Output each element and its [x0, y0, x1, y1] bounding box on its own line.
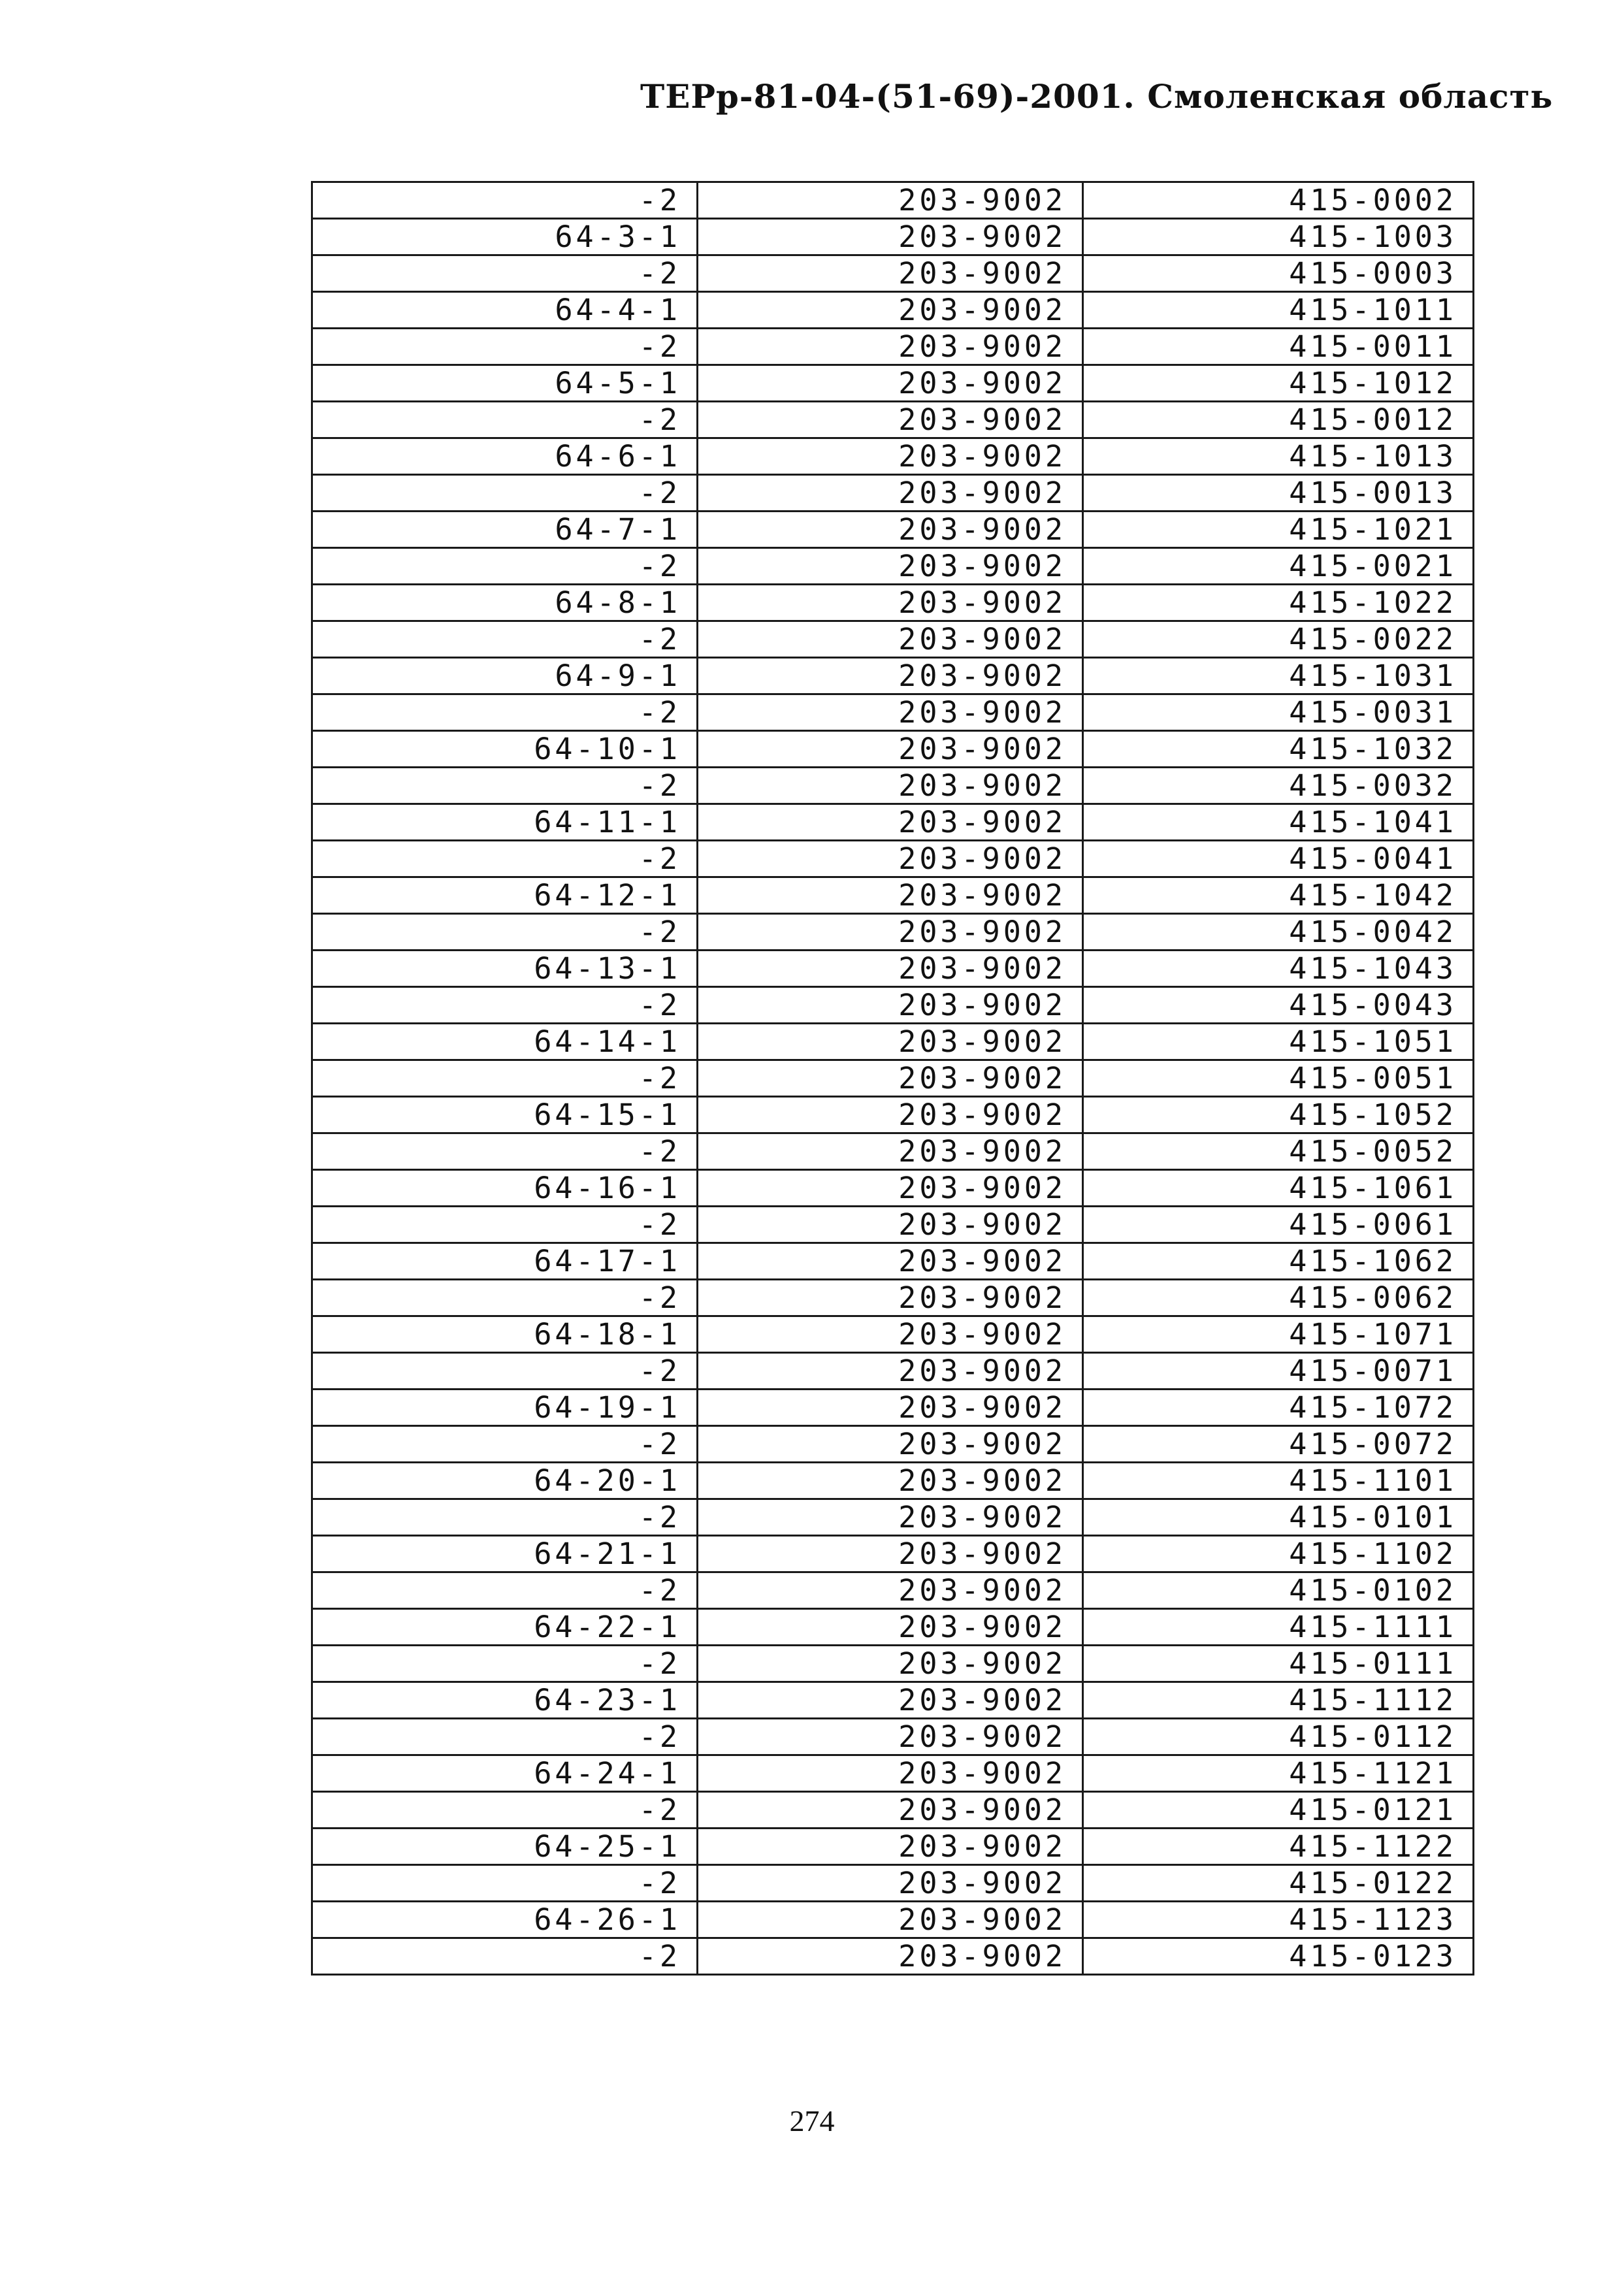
table-row — [312, 621, 1474, 658]
code-cell-resource: 203-9002 — [698, 1243, 1083, 1280]
table-row — [312, 1865, 1474, 1902]
code-cell-resource: 203-9002 — [698, 475, 1083, 512]
code-cell-resource: 203-9002 — [698, 182, 1083, 219]
code-cell-result: 415-1043 — [1083, 951, 1474, 987]
code-cell-result: 415-1061 — [1083, 1170, 1474, 1207]
code-cell-resource: 203-9002 — [698, 877, 1083, 914]
code-cell-result: 415-1013 — [1083, 438, 1474, 475]
code-cell-resource: 203-9002 — [698, 1060, 1083, 1097]
code-cell-item: -2 — [312, 841, 698, 877]
code-cell-item: 64-11-1 — [312, 804, 698, 841]
code-cell-result: 415-1032 — [1083, 731, 1474, 768]
code-cell-item: -2 — [312, 1938, 698, 1975]
code-cell-result: 415-0032 — [1083, 768, 1474, 804]
code-cell-item: 64-19-1 — [312, 1390, 698, 1426]
code-cell-item: -2 — [312, 548, 698, 585]
code-table — [311, 181, 1474, 1976]
code-cell-resource: 203-9002 — [698, 731, 1083, 768]
code-cell-resource: 203-9002 — [698, 1646, 1083, 1682]
code-cell-result: 415-0121 — [1083, 1792, 1474, 1829]
code-cell-resource: 203-9002 — [698, 1682, 1083, 1719]
code-cell-result: 415-0072 — [1083, 1426, 1474, 1463]
code-cell-resource: 203-9002 — [698, 1316, 1083, 1353]
code-cell-resource: 203-9002 — [698, 1133, 1083, 1170]
code-cell-result: 415-1051 — [1083, 1024, 1474, 1060]
code-cell-item: -2 — [312, 402, 698, 438]
table-row — [312, 841, 1474, 877]
table-row — [312, 1243, 1474, 1280]
code-cell-resource: 203-9002 — [698, 585, 1083, 621]
code-cell-result: 415-0112 — [1083, 1719, 1474, 1755]
code-cell-result: 415-0102 — [1083, 1572, 1474, 1609]
code-cell-resource: 203-9002 — [698, 951, 1083, 987]
code-cell-item: 64-26-1 — [312, 1902, 698, 1938]
code-cell-result: 415-1111 — [1083, 1609, 1474, 1646]
table-row — [312, 1170, 1474, 1207]
code-cell-item: -2 — [312, 1646, 698, 1682]
code-cell-resource: 203-9002 — [698, 402, 1083, 438]
table-row — [312, 1390, 1474, 1426]
code-cell-item: 64-15-1 — [312, 1097, 698, 1133]
code-cell-result: 415-1123 — [1083, 1902, 1474, 1938]
code-cell-resource: 203-9002 — [698, 621, 1083, 658]
code-cell-resource: 203-9002 — [698, 512, 1083, 548]
table-row — [312, 1426, 1474, 1463]
code-cell-resource: 203-9002 — [698, 1572, 1083, 1609]
code-cell-resource: 203-9002 — [698, 1280, 1083, 1316]
code-cell-item: 64-24-1 — [312, 1755, 698, 1792]
table-row — [312, 768, 1474, 804]
code-cell-item: -2 — [312, 768, 698, 804]
table-row — [312, 548, 1474, 585]
code-cell-item: 64-6-1 — [312, 438, 698, 475]
code-cell-result: 415-0101 — [1083, 1499, 1474, 1536]
table-row — [312, 951, 1474, 987]
table-row — [312, 658, 1474, 694]
code-cell-resource: 203-9002 — [698, 914, 1083, 951]
code-table-container — [311, 181, 1472, 1976]
code-cell-item: -2 — [312, 475, 698, 512]
code-cell-item: -2 — [312, 255, 698, 292]
code-cell-item: 64-4-1 — [312, 292, 698, 329]
code-cell-result: 415-1012 — [1083, 365, 1474, 402]
table-row — [312, 292, 1474, 329]
code-cell-item: 64-8-1 — [312, 585, 698, 621]
code-cell-result: 415-0061 — [1083, 1207, 1474, 1243]
code-cell-resource: 203-9002 — [698, 1755, 1083, 1792]
table-row — [312, 1280, 1474, 1316]
code-cell-resource: 203-9002 — [698, 292, 1083, 329]
code-cell-result: 415-0111 — [1083, 1646, 1474, 1682]
table-row — [312, 1060, 1474, 1097]
table-row — [312, 987, 1474, 1024]
code-table-body — [312, 182, 1474, 1975]
code-cell-result: 415-0022 — [1083, 621, 1474, 658]
code-cell-resource: 203-9002 — [698, 1353, 1083, 1390]
table-row — [312, 1829, 1474, 1865]
code-cell-resource: 203-9002 — [698, 329, 1083, 365]
code-cell-item: -2 — [312, 1280, 698, 1316]
code-cell-item: -2 — [312, 694, 698, 731]
code-cell-resource: 203-9002 — [698, 1097, 1083, 1133]
code-cell-item: 64-10-1 — [312, 731, 698, 768]
code-cell-item: 64-16-1 — [312, 1170, 698, 1207]
table-row — [312, 804, 1474, 841]
code-cell-result: 415-0031 — [1083, 694, 1474, 731]
code-cell-resource: 203-9002 — [698, 768, 1083, 804]
code-cell-resource: 203-9002 — [698, 548, 1083, 585]
code-cell-resource: 203-9002 — [698, 1207, 1083, 1243]
code-cell-result: 415-1031 — [1083, 658, 1474, 694]
table-row — [312, 1646, 1474, 1682]
code-cell-item: 64-3-1 — [312, 219, 698, 255]
code-cell-resource: 203-9002 — [698, 1463, 1083, 1499]
code-cell-item: -2 — [312, 1060, 698, 1097]
code-cell-result: 415-1102 — [1083, 1536, 1474, 1572]
code-cell-item: -2 — [312, 1133, 698, 1170]
code-cell-item: 64-9-1 — [312, 658, 698, 694]
code-cell-item: -2 — [312, 1572, 698, 1609]
code-cell-resource: 203-9002 — [698, 1609, 1083, 1646]
code-cell-item: -2 — [312, 621, 698, 658]
table-row — [312, 1755, 1474, 1792]
code-cell-resource: 203-9002 — [698, 658, 1083, 694]
code-cell-item: 64-23-1 — [312, 1682, 698, 1719]
table-row — [312, 475, 1474, 512]
code-cell-resource: 203-9002 — [698, 1390, 1083, 1426]
table-row — [312, 1499, 1474, 1536]
code-cell-resource: 203-9002 — [698, 1792, 1083, 1829]
code-cell-resource: 203-9002 — [698, 1426, 1083, 1463]
code-cell-result: 415-0071 — [1083, 1353, 1474, 1390]
code-cell-item: 64-7-1 — [312, 512, 698, 548]
code-cell-result: 415-0021 — [1083, 548, 1474, 585]
code-cell-resource: 203-9002 — [698, 1829, 1083, 1865]
table-row — [312, 1609, 1474, 1646]
code-cell-resource: 203-9002 — [698, 804, 1083, 841]
code-cell-item: -2 — [312, 1207, 698, 1243]
table-row — [312, 1463, 1474, 1499]
code-cell-result: 415-1101 — [1083, 1463, 1474, 1499]
code-cell-resource: 203-9002 — [698, 1938, 1083, 1975]
code-cell-result: 415-1011 — [1083, 292, 1474, 329]
table-row — [312, 219, 1474, 255]
code-cell-result: 415-0003 — [1083, 255, 1474, 292]
code-cell-result: 415-0062 — [1083, 1280, 1474, 1316]
code-cell-item: -2 — [312, 1499, 698, 1536]
code-cell-item: 64-20-1 — [312, 1463, 698, 1499]
code-cell-result: 415-1122 — [1083, 1829, 1474, 1865]
code-cell-item: 64-13-1 — [312, 951, 698, 987]
table-row — [312, 438, 1474, 475]
code-cell-resource: 203-9002 — [698, 841, 1083, 877]
table-row — [312, 1902, 1474, 1938]
code-cell-result: 415-0013 — [1083, 475, 1474, 512]
code-cell-item: -2 — [312, 987, 698, 1024]
table-row — [312, 731, 1474, 768]
code-cell-result: 415-0002 — [1083, 182, 1474, 219]
code-cell-result: 415-1052 — [1083, 1097, 1474, 1133]
table-row — [312, 329, 1474, 365]
code-cell-item: 64-14-1 — [312, 1024, 698, 1060]
code-cell-result: 415-1022 — [1083, 585, 1474, 621]
code-cell-resource: 203-9002 — [698, 1024, 1083, 1060]
code-cell-result: 415-0043 — [1083, 987, 1474, 1024]
code-cell-result: 415-0011 — [1083, 329, 1474, 365]
code-cell-item: 64-12-1 — [312, 877, 698, 914]
table-row — [312, 694, 1474, 731]
table-row — [312, 585, 1474, 621]
code-cell-result: 415-1112 — [1083, 1682, 1474, 1719]
table-row — [312, 1353, 1474, 1390]
table-row — [312, 1792, 1474, 1829]
code-cell-result: 415-1003 — [1083, 219, 1474, 255]
code-cell-resource: 203-9002 — [698, 1170, 1083, 1207]
table-row — [312, 512, 1474, 548]
code-cell-result: 415-0123 — [1083, 1938, 1474, 1975]
code-cell-item: -2 — [312, 329, 698, 365]
table-row — [312, 1316, 1474, 1353]
table-row — [312, 914, 1474, 951]
code-cell-item: -2 — [312, 1353, 698, 1390]
code-cell-resource: 203-9002 — [698, 1902, 1083, 1938]
code-cell-resource: 203-9002 — [698, 1865, 1083, 1902]
table-row — [312, 1536, 1474, 1572]
page-number: 274 — [789, 2104, 835, 2138]
code-cell-item: 64-22-1 — [312, 1609, 698, 1646]
table-row — [312, 1719, 1474, 1755]
code-cell-item: 64-21-1 — [312, 1536, 698, 1572]
table-row — [312, 255, 1474, 292]
table-row — [312, 1207, 1474, 1243]
code-cell-item: 64-5-1 — [312, 365, 698, 402]
code-cell-result: 415-1121 — [1083, 1755, 1474, 1792]
page-header-title: ТЕРр-81-04-(51-69)-2001. Смоленская область — [640, 77, 1553, 116]
code-cell-item: 64-25-1 — [312, 1829, 698, 1865]
code-cell-resource: 203-9002 — [698, 987, 1083, 1024]
table-row — [312, 1682, 1474, 1719]
code-cell-result: 415-0052 — [1083, 1133, 1474, 1170]
code-cell-result: 415-1041 — [1083, 804, 1474, 841]
code-cell-result: 415-0041 — [1083, 841, 1474, 877]
code-cell-resource: 203-9002 — [698, 694, 1083, 731]
code-cell-item: -2 — [312, 1426, 698, 1463]
code-cell-result: 415-1042 — [1083, 877, 1474, 914]
code-cell-result: 415-0012 — [1083, 402, 1474, 438]
table-row — [312, 1572, 1474, 1609]
code-cell-item: -2 — [312, 182, 698, 219]
code-cell-result: 415-0122 — [1083, 1865, 1474, 1902]
code-cell-resource: 203-9002 — [698, 1719, 1083, 1755]
code-cell-item: -2 — [312, 1865, 698, 1902]
table-row — [312, 1133, 1474, 1170]
code-cell-result: 415-0042 — [1083, 914, 1474, 951]
code-cell-item: 64-17-1 — [312, 1243, 698, 1280]
code-cell-resource: 203-9002 — [698, 1536, 1083, 1572]
code-cell-result: 415-0051 — [1083, 1060, 1474, 1097]
table-row — [312, 1024, 1474, 1060]
code-cell-item: -2 — [312, 914, 698, 951]
code-cell-resource: 203-9002 — [698, 255, 1083, 292]
table-row — [312, 1097, 1474, 1133]
code-cell-item: -2 — [312, 1719, 698, 1755]
code-cell-resource: 203-9002 — [698, 365, 1083, 402]
table-row — [312, 182, 1474, 219]
code-cell-result: 415-1071 — [1083, 1316, 1474, 1353]
code-cell-item: 64-18-1 — [312, 1316, 698, 1353]
table-row — [312, 402, 1474, 438]
code-cell-result: 415-1021 — [1083, 512, 1474, 548]
code-cell-resource: 203-9002 — [698, 219, 1083, 255]
table-row — [312, 365, 1474, 402]
code-cell-item: -2 — [312, 1792, 698, 1829]
code-cell-result: 415-1062 — [1083, 1243, 1474, 1280]
table-row — [312, 877, 1474, 914]
code-cell-resource: 203-9002 — [698, 1499, 1083, 1536]
code-cell-result: 415-1072 — [1083, 1390, 1474, 1426]
code-cell-resource: 203-9002 — [698, 438, 1083, 475]
table-row — [312, 1938, 1474, 1975]
